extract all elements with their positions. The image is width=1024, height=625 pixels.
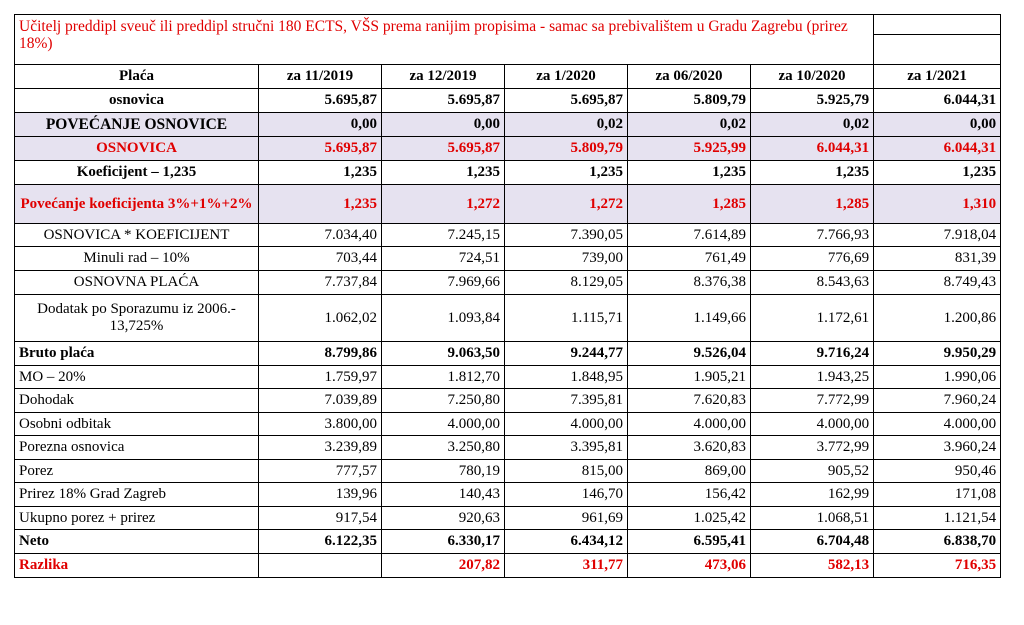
value-cell: 1.759,97	[259, 366, 382, 389]
value-cell: 156,42	[628, 483, 751, 507]
value-cell: 3.800,00	[259, 413, 382, 436]
value-cell: 1.848,95	[505, 366, 628, 389]
column-header: za 06/2020	[628, 65, 751, 89]
value-cell: 1.943,25	[751, 366, 874, 389]
value-cell: 0,00	[874, 113, 1001, 137]
value-cell: 0,02	[628, 113, 751, 137]
value-cell: 7.390,05	[505, 224, 628, 247]
value-cell: 207,82	[382, 554, 505, 578]
value-cell: 1,235	[874, 161, 1001, 185]
value-cell: 815,00	[505, 460, 628, 483]
value-cell: 1.121,54	[874, 507, 1001, 530]
value-cell: 1,235	[628, 161, 751, 185]
value-cell: 3.395,81	[505, 436, 628, 460]
value-cell: 777,57	[259, 460, 382, 483]
salary-table	[14, 14, 1001, 578]
value-cell: 4.000,00	[751, 413, 874, 436]
value-cell: 1.025,42	[628, 507, 751, 530]
value-cell: 950,46	[874, 460, 1001, 483]
row-label: OSNOVICA	[15, 137, 259, 161]
value-cell: 6.704,48	[751, 530, 874, 554]
table-row-neto	[15, 530, 1001, 554]
value-cell: 1,285	[751, 185, 874, 224]
value-cell: 171,08	[874, 483, 1001, 507]
value-cell: 920,63	[382, 507, 505, 530]
value-cell: 780,19	[382, 460, 505, 483]
value-cell: 8.799,86	[259, 342, 382, 366]
value-cell: 1.093,84	[382, 295, 505, 342]
value-cell: 0,02	[505, 113, 628, 137]
value-cell: 1.990,06	[874, 366, 1001, 389]
row-label: Bruto plaća	[15, 342, 259, 366]
value-cell: 1.068,51	[751, 507, 874, 530]
value-cell: 6.595,41	[628, 530, 751, 554]
value-cell: 6.838,70	[874, 530, 1001, 554]
row-label: Povećanje koeficijenta 3%+1%+2%	[15, 185, 259, 224]
value-cell: 7.039,89	[259, 389, 382, 413]
row-label: POVEĆANJE OSNOVICE	[15, 113, 259, 137]
value-cell: 8.749,43	[874, 271, 1001, 295]
value-cell: 3.772,99	[751, 436, 874, 460]
row-label: MO – 20%	[15, 366, 259, 389]
value-cell: 162,99	[751, 483, 874, 507]
value-cell: 7.034,40	[259, 224, 382, 247]
row-label: Porez	[15, 460, 259, 483]
table-row-razlika	[15, 554, 1001, 578]
value-cell: 1,272	[505, 185, 628, 224]
value-cell: 869,00	[628, 460, 751, 483]
value-cell: 703,44	[259, 247, 382, 271]
value-cell: 139,96	[259, 483, 382, 507]
value-cell: 582,13	[751, 554, 874, 578]
table-title: Učitelj preddipl sveuč ili preddipl stručni 180 ECTS, VŠS prema ranijim propisima - samac sa prebivalištem u Gradu Zagrebu (prirez 18%)	[15, 15, 874, 65]
value-cell: 7.245,15	[382, 224, 505, 247]
value-cell: 473,06	[628, 554, 751, 578]
column-header: za 1/2021	[874, 65, 1001, 89]
table-row-osnovica-new	[15, 137, 1001, 161]
column-header: za 11/2019	[259, 65, 382, 89]
table-row-prirez	[15, 483, 1001, 507]
row-label: Koeficijent – 1,235	[15, 161, 259, 185]
value-cell: 776,69	[751, 247, 874, 271]
row-label: osnovica	[15, 89, 259, 113]
row-label: Minuli rad – 10%	[15, 247, 259, 271]
value-cell: 1,285	[628, 185, 751, 224]
header-row	[15, 65, 1001, 89]
table-row-porez	[15, 460, 1001, 483]
value-cell: 1,235	[505, 161, 628, 185]
value-cell: 4.000,00	[505, 413, 628, 436]
value-cell: 0,00	[259, 113, 382, 137]
value-cell: 7.918,04	[874, 224, 1001, 247]
value-cell: 5.925,99	[628, 137, 751, 161]
value-cell: 1.115,71	[505, 295, 628, 342]
table-row-osnovna-placa	[15, 271, 1001, 295]
value-cell: 5.695,87	[259, 137, 382, 161]
value-cell: 140,43	[382, 483, 505, 507]
value-cell: 5.809,79	[505, 137, 628, 161]
value-cell: 1,235	[259, 161, 382, 185]
row-label: Ukupno porez + prirez	[15, 507, 259, 530]
value-cell: 5.695,87	[259, 89, 382, 113]
table-row-minuli-rad	[15, 247, 1001, 271]
value-cell: 7.969,66	[382, 271, 505, 295]
value-cell: 7.620,83	[628, 389, 751, 413]
row-label: Osobni odbitak	[15, 413, 259, 436]
value-cell: 7.960,24	[874, 389, 1001, 413]
row-label: Porezna osnovica	[15, 436, 259, 460]
value-cell: 1.200,86	[874, 295, 1001, 342]
value-cell: 716,35	[874, 554, 1001, 578]
value-cell: 7.772,99	[751, 389, 874, 413]
value-cell: 905,52	[751, 460, 874, 483]
value-cell: 6.122,35	[259, 530, 382, 554]
value-cell: 1,235	[751, 161, 874, 185]
value-cell: 831,39	[874, 247, 1001, 271]
value-cell: 8.129,05	[505, 271, 628, 295]
value-cell: 1.149,66	[628, 295, 751, 342]
value-cell: 5.695,87	[505, 89, 628, 113]
value-cell: 311,77	[505, 554, 628, 578]
table-row-bruto-placa	[15, 342, 1001, 366]
value-cell: 6.330,17	[382, 530, 505, 554]
value-cell: 0,00	[382, 113, 505, 137]
row-label: OSNOVICA * KOEFICIJENT	[15, 224, 259, 247]
value-cell: 739,00	[505, 247, 628, 271]
value-cell: 1.172,61	[751, 295, 874, 342]
value-cell: 7.737,84	[259, 271, 382, 295]
value-cell: 8.543,63	[751, 271, 874, 295]
value-cell: 5.695,87	[382, 137, 505, 161]
value-cell: 3.620,83	[628, 436, 751, 460]
value-cell: 4.000,00	[382, 413, 505, 436]
value-cell: 6.044,31	[874, 89, 1001, 113]
table-row-koeficijent	[15, 161, 1001, 185]
value-cell: 7.250,80	[382, 389, 505, 413]
value-cell	[259, 554, 382, 578]
table-row-dohodak	[15, 389, 1001, 413]
value-cell: 9.244,77	[505, 342, 628, 366]
value-cell: 9.063,50	[382, 342, 505, 366]
value-cell: 1,235	[382, 161, 505, 185]
value-cell: 6.044,31	[751, 137, 874, 161]
value-cell: 5.809,79	[628, 89, 751, 113]
title-row	[15, 15, 1001, 65]
corner-cell	[874, 15, 1001, 65]
value-cell: 7.614,89	[628, 224, 751, 247]
value-cell: 761,49	[628, 247, 751, 271]
value-cell: 1,310	[874, 185, 1001, 224]
header-label: Plaća	[15, 65, 259, 89]
value-cell: 146,70	[505, 483, 628, 507]
value-cell: 3.239,89	[259, 436, 382, 460]
value-cell: 7.395,81	[505, 389, 628, 413]
table-row-mo	[15, 366, 1001, 389]
value-cell: 724,51	[382, 247, 505, 271]
value-cell: 9.950,29	[874, 342, 1001, 366]
table-row-osobni-odbitak	[15, 413, 1001, 436]
value-cell: 1,272	[382, 185, 505, 224]
value-cell: 1.812,70	[382, 366, 505, 389]
table-row-povecanje-koeficijenta	[15, 185, 1001, 224]
row-label: Dohodak	[15, 389, 259, 413]
table-row-povecanje-osnovice	[15, 113, 1001, 137]
value-cell: 1.062,02	[259, 295, 382, 342]
table-row-porezna-osnovica	[15, 436, 1001, 460]
value-cell: 5.925,79	[751, 89, 874, 113]
value-cell: 3.250,80	[382, 436, 505, 460]
value-cell: 0,02	[751, 113, 874, 137]
value-cell: 4.000,00	[628, 413, 751, 436]
column-header: za 12/2019	[382, 65, 505, 89]
value-cell: 8.376,38	[628, 271, 751, 295]
value-cell: 6.434,12	[505, 530, 628, 554]
row-label: Dodatak po Sporazumu iz 2006.- 13,725%	[15, 295, 259, 342]
value-cell: 917,54	[259, 507, 382, 530]
value-cell: 961,69	[505, 507, 628, 530]
table-row-ukupno-porez	[15, 507, 1001, 530]
value-cell: 7.766,93	[751, 224, 874, 247]
row-label: Neto	[15, 530, 259, 554]
value-cell: 5.695,87	[382, 89, 505, 113]
column-header: za 10/2020	[751, 65, 874, 89]
table-row-osnovica	[15, 89, 1001, 113]
value-cell: 1,235	[259, 185, 382, 224]
value-cell: 4.000,00	[874, 413, 1001, 436]
table-row-osnovica-koeficijent	[15, 224, 1001, 247]
row-label: Prirez 18% Grad Zagreb	[15, 483, 259, 507]
value-cell: 9.716,24	[751, 342, 874, 366]
value-cell: 6.044,31	[874, 137, 1001, 161]
table-row-dodatak-sporazum	[15, 295, 1001, 342]
value-cell: 9.526,04	[628, 342, 751, 366]
value-cell: 3.960,24	[874, 436, 1001, 460]
row-label: OSNOVNA PLAĆA	[15, 271, 259, 295]
column-header: za 1/2020	[505, 65, 628, 89]
row-label: Razlika	[15, 554, 259, 578]
value-cell: 1.905,21	[628, 366, 751, 389]
